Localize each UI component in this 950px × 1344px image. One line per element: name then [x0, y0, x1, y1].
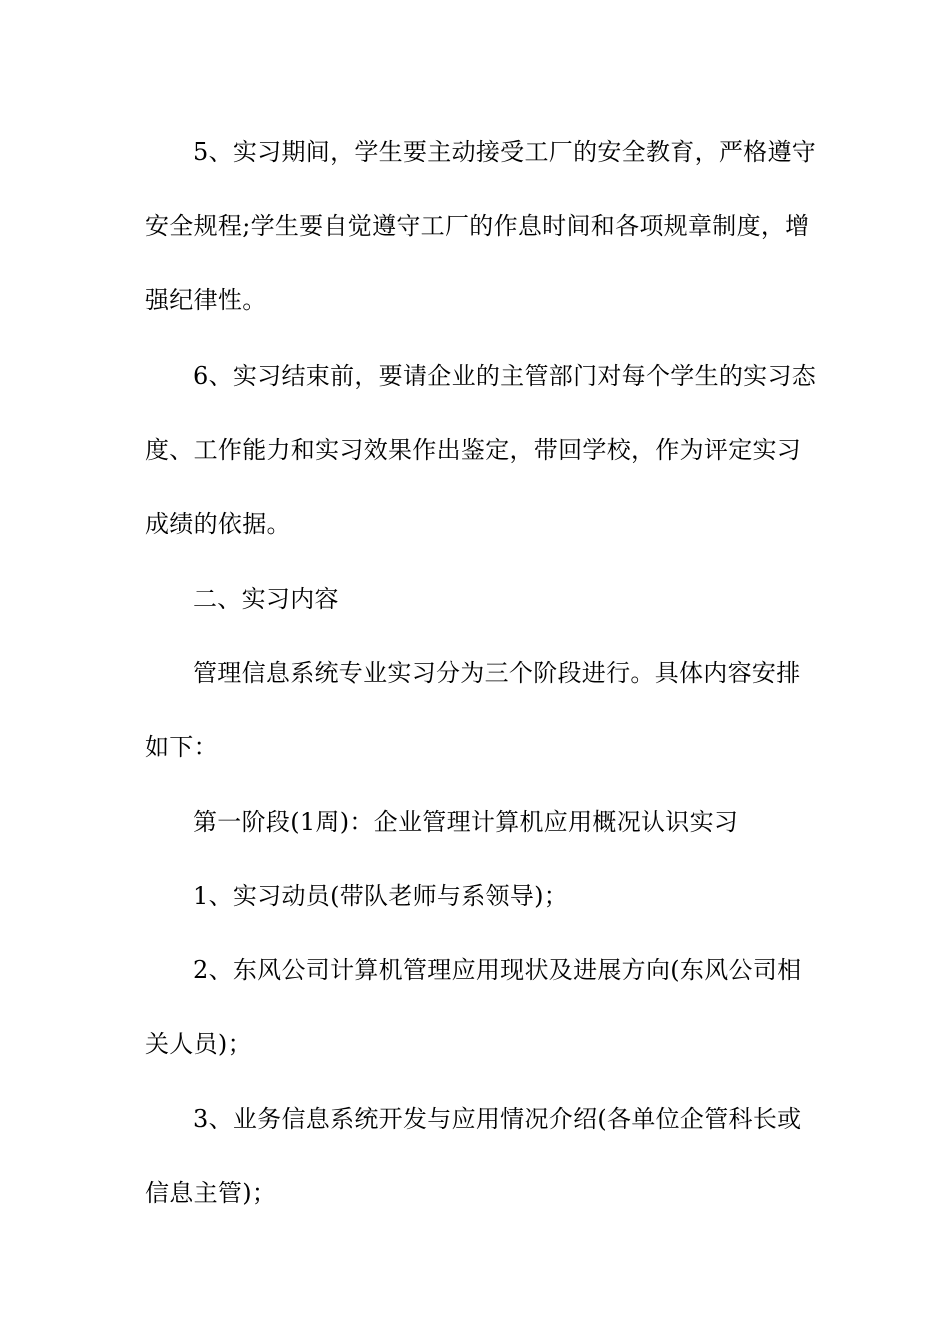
paragraph-5-line-3: 强纪律性。 — [145, 286, 267, 314]
paragraph-6-line-3: 成绩的依据。 — [145, 510, 291, 538]
item-3-line-1: 3、业务信息系统开发与应用情况介绍(各单位企管科长或 — [193, 1105, 802, 1133]
paragraph-6-line-1: 6、实习结束前，要请企业的主管部门对每个学生的实习态 — [193, 362, 817, 390]
intro-line-2: 如下： — [145, 733, 218, 761]
paragraph-6-line-2: 度、工作能力和实习效果作出鉴定，带回学校，作为评定实习 — [145, 436, 802, 464]
paragraph-5-line-1: 5、实习期间，学生要主动接受工厂的安全教育，严格遵守 — [193, 138, 817, 166]
intro-line-1: 管理信息系统专业实习分为三个阶段进行。具体内容安排 — [193, 659, 801, 687]
item-3-line-2: 信息主管)； — [145, 1179, 277, 1207]
stage-one-heading: 第一阶段(1周)：企业管理计算机应用概况认识实习 — [193, 808, 739, 836]
item-1: 1、实习动员(带队老师与系领导)； — [193, 882, 569, 910]
item-2-line-1: 2、东风公司计算机管理应用现状及进展方向(东风公司相 — [193, 956, 802, 984]
item-2-line-2: 关人员)； — [145, 1030, 252, 1058]
paragraph-5-line-2: 安全规程;学生要自觉遵守工厂的作息时间和各项规章制度，增 — [145, 212, 810, 240]
section-heading: 二、实习内容 — [193, 585, 339, 613]
